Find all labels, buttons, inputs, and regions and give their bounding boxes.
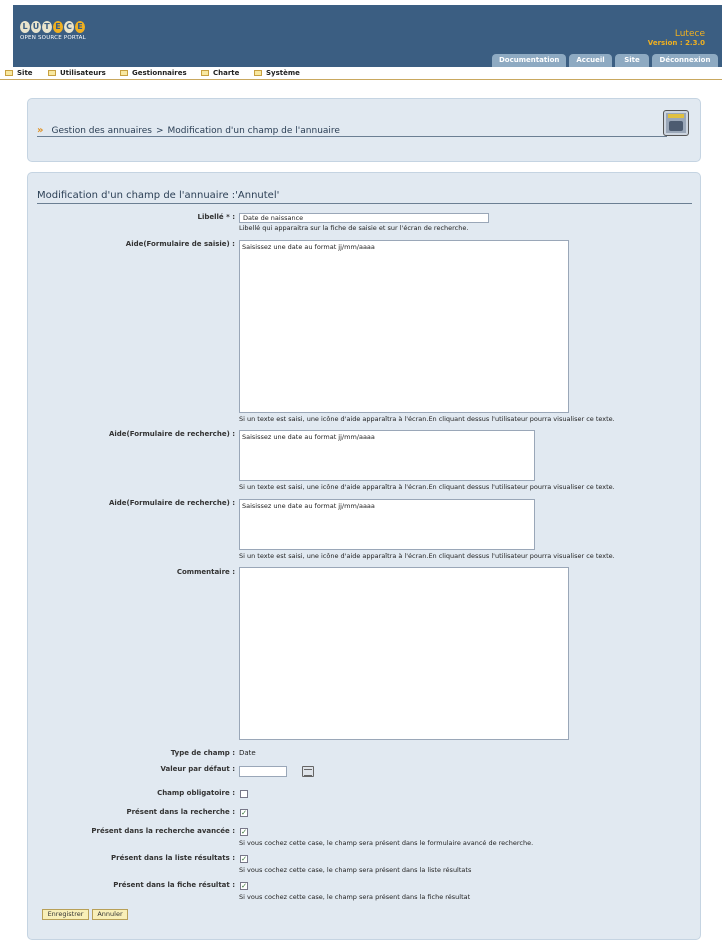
present-recherche-avancee-checkbox[interactable]: ✓ bbox=[241, 828, 247, 836]
menu-item-site[interactable] bbox=[5, 69, 48, 77]
aide-recherche-help: Si un texte est saisi, une icône d'aide apparaîtra à l'écran.En cliquant dessus l'utilisateur pourra visualiser ce texte. bbox=[239, 483, 615, 491]
header-bar bbox=[13, 5, 722, 67]
aide-recherche-avancee-help: Si un texte est saisi, une icône d'aide apparaîtra à l'écran.En cliquant dessus l'utilisateur pourra visualiser ce texte. bbox=[239, 552, 615, 560]
folder-icon bbox=[120, 70, 128, 76]
breadcrumb-current: Modification d'un champ de l'annuaire bbox=[167, 125, 340, 136]
menu-item-utilisateurs[interactable] bbox=[48, 69, 120, 77]
breadcrumb-panel bbox=[27, 98, 701, 162]
directory-plugin-icon bbox=[663, 110, 689, 136]
menu-item-label: Gestionnaires bbox=[132, 69, 187, 77]
folder-icon bbox=[5, 70, 13, 76]
menu-item-gestionnaires[interactable] bbox=[120, 69, 201, 77]
champ-obligatoire-label: Champ obligatoire : bbox=[157, 789, 235, 797]
logo-letter: E bbox=[53, 21, 63, 33]
menu-item-label: Charte bbox=[213, 69, 240, 77]
logo-subtitle: OPEN SOURCE PORTAL bbox=[20, 35, 86, 41]
menu-item-label: Site bbox=[17, 69, 33, 77]
libelle-input[interactable]: Date de naissance bbox=[239, 213, 489, 223]
valeur-defaut-label: Valeur par défaut : bbox=[160, 765, 235, 773]
calendar-icon[interactable] bbox=[302, 766, 314, 777]
present-recherche-avancee-label: Présent dans la recherche avancée : bbox=[91, 827, 235, 835]
breadcrumb-link-gestion-annuaires[interactable]: Gestion des annuaires bbox=[51, 125, 152, 136]
menu-item-systeme[interactable] bbox=[254, 69, 314, 77]
champ-obligatoire-checkbox[interactable] bbox=[240, 790, 248, 798]
present-recherche-checkbox[interactable]: ✓ bbox=[241, 809, 247, 817]
folder-icon bbox=[201, 70, 209, 76]
aide-recherche-avancee-textarea[interactable]: Saisissez une date au format jj/mm/aaaa bbox=[239, 499, 535, 550]
logo-letter: U bbox=[32, 22, 40, 31]
menu-item-label: Utilisateurs bbox=[60, 69, 106, 77]
folder-icon bbox=[254, 70, 262, 76]
breadcrumb-arrow-icon: » bbox=[37, 125, 44, 136]
logo-letter: T bbox=[42, 21, 52, 33]
present-fiche-resultat-checkbox[interactable]: ✓ bbox=[241, 882, 247, 890]
present-recherche-avancee-help: Si vous cochez cette case, le champ sera présent dans le formulaire avancé de recherche. bbox=[239, 839, 534, 847]
present-fiche-resultat-label: Présent dans la fiche résultat : bbox=[113, 881, 235, 889]
aide-recherche-textarea[interactable]: Saisissez une date au format jj/mm/aaaa bbox=[239, 430, 535, 481]
site-version: Version : 2.3.0 bbox=[647, 39, 705, 47]
form-title: Modification d'un champ de l'annuaire :'Annutel' bbox=[37, 190, 692, 204]
present-liste-resultats-checkbox[interactable]: ✓ bbox=[241, 855, 247, 863]
lutece-logo[interactable] bbox=[20, 21, 86, 41]
present-liste-resultats-help: Si vous cochez cette case, le champ sera présent dans la liste résultats bbox=[239, 866, 472, 874]
libelle-label: Libellé * : bbox=[197, 213, 235, 221]
aide-saisie-label: Aide(Formulaire de saisie) : bbox=[125, 240, 235, 248]
aide-recherche-avancee-label: Aide(Formulaire de recherche) : bbox=[108, 499, 235, 507]
aide-saisie-textarea[interactable]: Saisissez une date au format jj/mm/aaaa bbox=[239, 240, 569, 413]
present-fiche-resultat-help: Si vous cochez cette case, le champ sera présent dans la fiche résultat bbox=[239, 893, 471, 901]
tab-accueil[interactable]: Accueil bbox=[569, 54, 612, 67]
type-champ-value: Date bbox=[239, 749, 256, 757]
logo-letter: E bbox=[75, 21, 85, 33]
commentaire-textarea[interactable] bbox=[239, 567, 569, 740]
site-name: Lutece bbox=[674, 29, 705, 39]
logo-letter: C bbox=[64, 21, 74, 33]
breadcrumb-separator: > bbox=[155, 125, 164, 136]
menu-item-charte[interactable] bbox=[201, 69, 254, 77]
menu-item-label: Système bbox=[266, 69, 300, 77]
libelle-help: Libellé qui apparaitra sur la fiche de saisie et sur l'écran de recherche. bbox=[239, 224, 469, 232]
tab-deconnexion[interactable]: Déconnexion bbox=[652, 54, 718, 67]
field-form-panel bbox=[27, 172, 701, 940]
breadcrumb bbox=[37, 125, 667, 137]
logo-letter: L bbox=[20, 21, 30, 33]
admin-menu-bar bbox=[0, 67, 722, 80]
cancel-button[interactable]: Annuler bbox=[92, 909, 128, 920]
save-button[interactable]: Enregistrer bbox=[42, 909, 89, 920]
present-liste-resultats-label: Présent dans la liste résultats : bbox=[111, 854, 235, 862]
tab-site[interactable]: Site bbox=[615, 54, 649, 67]
tab-documentation[interactable]: Documentation bbox=[492, 54, 566, 67]
valeur-defaut-input[interactable] bbox=[239, 766, 287, 777]
aide-saisie-help: Si un texte est saisi, une icône d'aide apparaîtra à l'écran.En cliquant dessus l'utilisateur pourra visualiser ce texte. bbox=[239, 415, 615, 423]
present-recherche-label: Présent dans la recherche : bbox=[126, 808, 235, 816]
commentaire-label: Commentaire : bbox=[176, 568, 235, 576]
header-tabs bbox=[492, 54, 718, 67]
aide-recherche-label: Aide(Formulaire de recherche) : bbox=[108, 430, 235, 438]
folder-icon bbox=[48, 70, 56, 76]
type-champ-label: Type de champ : bbox=[170, 749, 235, 757]
